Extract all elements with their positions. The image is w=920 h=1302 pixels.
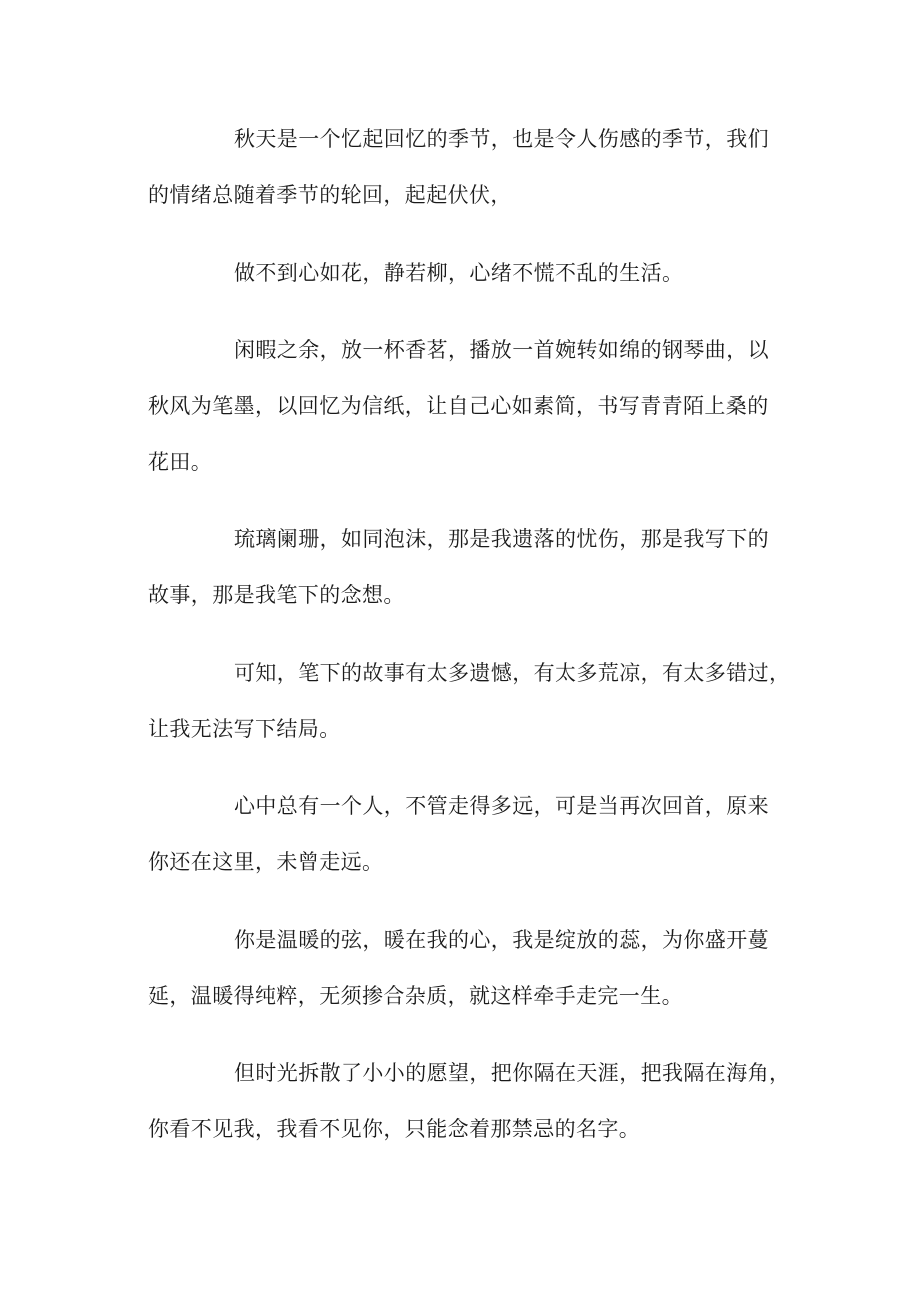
paragraph-line: 做不到心如花，静若柳，心绪不慌不乱的生活。 — [234, 261, 684, 285]
paragraph-2 — [148, 245, 788, 301]
paragraph-line: 心中总有一个人，不管走得多远，可是当再次回首，原来 — [234, 794, 769, 818]
paragraph-7 — [148, 912, 788, 1024]
paragraph-line: 你还在这里，未曾走远。 — [148, 850, 384, 874]
paragraph-line: 花田。 — [148, 450, 213, 474]
paragraph-line: 但时光拆散了小小的愿望，把你隔在天涯，把我隔在海角， — [234, 1061, 791, 1085]
paragraph-line: 的情绪总随着季节的轮回，起起伏伏， — [148, 183, 512, 207]
paragraph-6 — [148, 778, 788, 890]
paragraph-line: 琉璃阑珊，如同泡沫，那是我遗落的忧伤，那是我写下的 — [234, 527, 769, 551]
paragraph-1 — [148, 111, 788, 223]
paragraph-line: 秋风为笔墨，以回忆为信纸，让自己心如素简，书写青青陌上桑的 — [148, 394, 769, 418]
paragraph-4 — [148, 511, 788, 623]
paragraph-line: 你是温暖的弦，暖在我的心，我是绽放的蕊，为你盛开蔓 — [234, 928, 769, 952]
paragraph-line: 故事，那是我笔下的念想。 — [148, 583, 405, 607]
paragraph-line: 让我无法写下结局。 — [148, 717, 341, 741]
paragraph-line: 闲暇之余，放一杯香茗，播放一首婉转如绵的钢琴曲，以 — [234, 338, 769, 362]
paragraph-line: 秋天是一个忆起回忆的季节，也是令人伤感的季节，我们 — [234, 127, 769, 151]
paragraph-line: 可知，笔下的故事有太多遗憾，有太多荒凉，有太多错过， — [234, 661, 791, 685]
paragraph-8 — [148, 1045, 791, 1157]
paragraph-5 — [148, 645, 791, 757]
paragraph-3 — [148, 322, 788, 490]
paragraph-line: 延，温暖得纯粹，无须掺合杂质，就这样牵手走完一生。 — [148, 984, 683, 1008]
paragraph-line: 你看不见我，我看不见你，只能念着那禁忌的名字。 — [148, 1117, 641, 1141]
